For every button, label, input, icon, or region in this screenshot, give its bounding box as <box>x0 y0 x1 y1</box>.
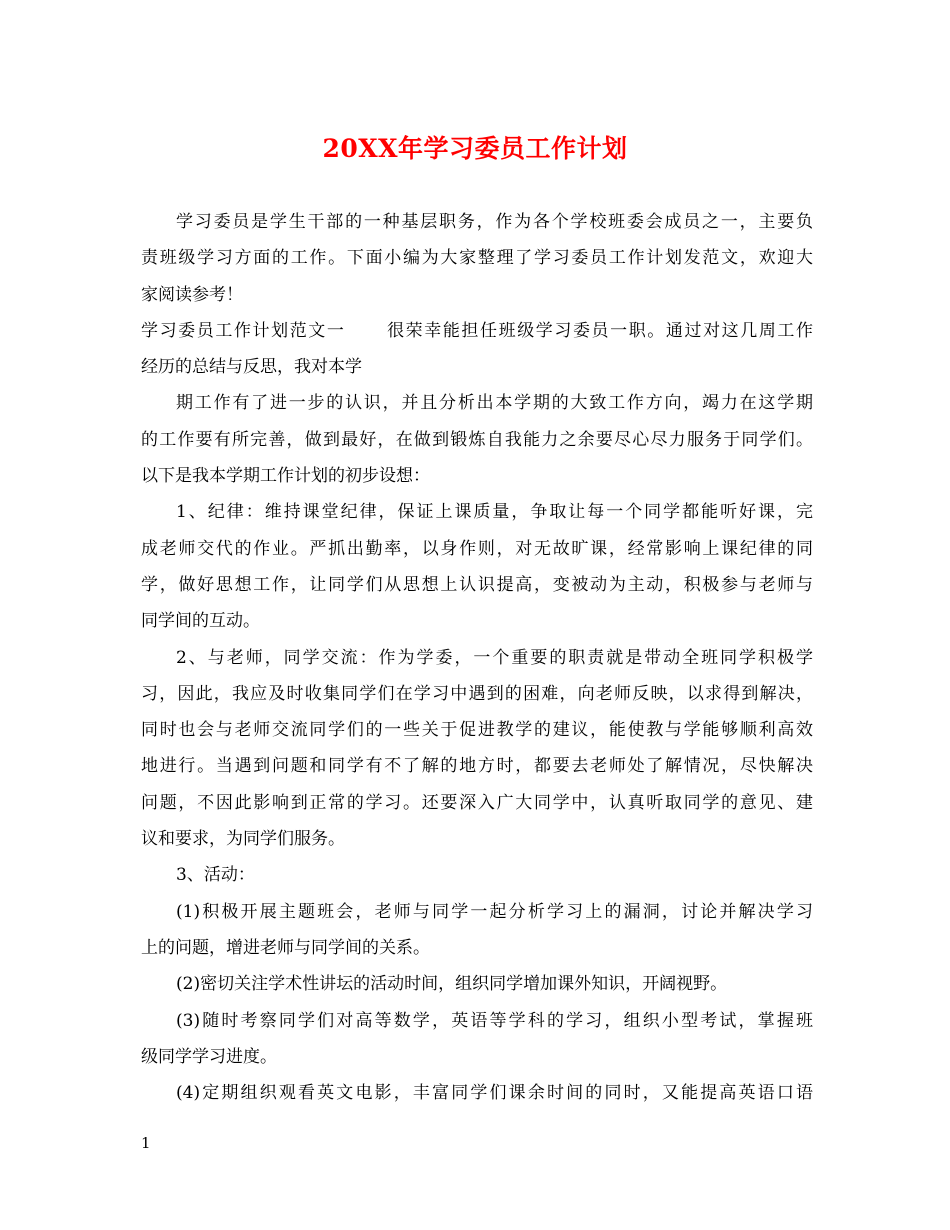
paragraph-line: 地进行。当遇到问题和同学有不了解的地方时，都要去老师处了解情况，尽快解决 <box>141 756 813 777</box>
paragraph-line: (2)密切关注学术性讲坛的活动时间，组织同学增加课外知识，开阔视野。 <box>176 974 728 995</box>
sample-heading: 学习委员工作计划范文一 <box>141 320 346 341</box>
paragraph-line: 议和要求，为同学们服务。 <box>141 829 345 850</box>
paragraph-line: 的工作要有所完善，做到最好，在做到锻炼自我能力之余要尽心尽力服务于同学们。 <box>141 429 813 450</box>
paragraph-line: 3、活动： <box>176 865 255 886</box>
paragraph-line: 学，做好思想工作，让同学们从思想上认识提高，变被动为主动，积极参与老师与 <box>141 574 813 595</box>
paragraph-line: 期工作有了进一步的认识，并且分析出本学期的大致工作方向，竭力在这学期 <box>176 393 813 414</box>
paragraph-line: 上的问题，增进老师与同学间的关系。 <box>141 937 430 958</box>
page-number: 1 <box>141 1134 151 1152</box>
paragraph-line: 经历的总结与反思，我对本学 <box>141 357 362 378</box>
paragraph-line: 同时也会与老师交流同学们的一些关于促进教学的建议，能使教与学能够顺利高效 <box>141 720 813 741</box>
paragraph-line: 家阅读参考！ <box>141 284 243 305</box>
paragraph-line: 2、与老师，同学交流：作为学委，一个重要的职责就是带动全班同学积极学 <box>176 647 813 668</box>
paragraph-line: 同学间的互动。 <box>141 611 260 632</box>
paragraph-text: 很荣幸能担任班级学习委员一职。通过对这几周工作 <box>385 320 814 341</box>
paragraph-line: 习，因此，我应及时收集同学们在学习中遇到的困难，向老师反映，以求得到解决， <box>141 683 813 704</box>
sample-heading-line <box>141 313 813 349</box>
paragraph-line: (1)积极开展主题班会，老师与同学一起分析学习上的漏洞，讨论并解决学习 <box>176 901 813 922</box>
paragraph-line: (3)随时考察同学们对高等数学，英语等学科的学习，组织小型考试，掌握班 <box>176 1010 813 1031</box>
document-body <box>141 204 813 1111</box>
paragraph-line: 责班级学习方面的工作。下面小编为大家整理了学习委员工作计划发范文，欢迎大 <box>141 248 813 269</box>
paragraph-line: 以下是我本学期工作计划的初步设想： <box>141 466 430 487</box>
paragraph-line: 问题，不因此影响到正常的学习。还要深入广大同学中，认真听取同学的意见、建 <box>141 792 813 813</box>
paragraph-line: (4)定期组织观看英文电影，丰富同学们课余时间的同时，又能提高英语口语 <box>176 1083 813 1104</box>
paragraph-line: 学习委员是学生干部的一种基层职务，作为各个学校班委会成员之一，主要负 <box>176 212 813 232</box>
paragraph-line: 级同学学习进度。 <box>141 1046 277 1067</box>
paragraph-line: 1、纪律：维持课堂纪律，保证上课质量，争取让每一个同学都能听好课，完 <box>176 502 813 523</box>
document-title: 20XX年学习委员工作计划 <box>322 134 628 163</box>
paragraph-line: 成老师交代的作业。严抓出勤率，以身作则，对无故旷课，经常影响上课纪律的同 <box>141 538 813 559</box>
